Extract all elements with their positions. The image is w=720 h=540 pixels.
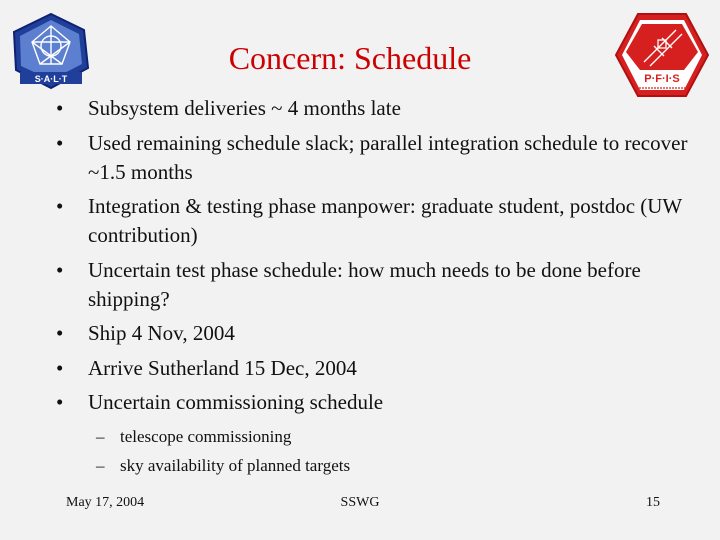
salt-logo: [12, 12, 90, 90]
bullet-dot: •: [56, 321, 64, 345]
bullet-item: [52, 388, 692, 417]
bullet-dot: •: [56, 96, 64, 120]
bullet-text: Arrive Sutherland 15 Dec, 2004: [88, 355, 357, 380]
pfis-logo: [614, 12, 710, 98]
bullet-dot: •: [56, 194, 64, 218]
bullet-item: [52, 256, 692, 314]
bullet-text: Integration & testing phase manpower: graduate student, postdoc (UW contribution): [88, 194, 682, 247]
bullet-text: Subsystem deliveries ~ 4 months late: [88, 96, 401, 120]
bullet-dot: •: [56, 355, 64, 380]
bullet-item: [52, 354, 692, 383]
bullet-item: [52, 192, 692, 250]
bullet-list: [52, 94, 692, 423]
sub-bullet-item: [96, 451, 656, 480]
slide-title: Concern: Schedule: [228, 40, 472, 76]
bullet-item: [52, 319, 692, 348]
bullet-item: [52, 129, 692, 187]
bullet-text: Uncertain test phase schedule: how much needs to be done before shipping?: [88, 257, 641, 311]
bullet-dot: •: [56, 390, 64, 414]
bullet-item: [52, 94, 692, 123]
page-number: 15: [646, 495, 660, 510]
bullet-text: Used remaining schedule slack; parallel integration schedule to recover ~1.5 months: [88, 130, 688, 184]
bullet-dot: •: [56, 130, 64, 155]
sub-bullet-dash: –: [96, 427, 105, 446]
sub-bullet-text: sky availability of planned targets: [120, 456, 351, 475]
sub-bullet-list: [96, 422, 656, 480]
sub-bullet-dash: –: [96, 456, 105, 475]
bullet-dot: •: [56, 257, 64, 282]
bullet-text: Uncertain commissioning schedule: [88, 390, 384, 414]
salt-logo-text: S·A·L·T: [34, 74, 68, 84]
sub-bullet-item: [96, 422, 656, 451]
pfis-logo-text: P·F·I·S: [644, 73, 680, 85]
footer-date: May 17, 2004: [66, 495, 145, 510]
sub-bullet-text: telescope commissioning: [120, 427, 292, 446]
bullet-text: Ship 4 Nov, 2004: [88, 321, 235, 345]
footer-center: SSWG: [340, 495, 380, 510]
